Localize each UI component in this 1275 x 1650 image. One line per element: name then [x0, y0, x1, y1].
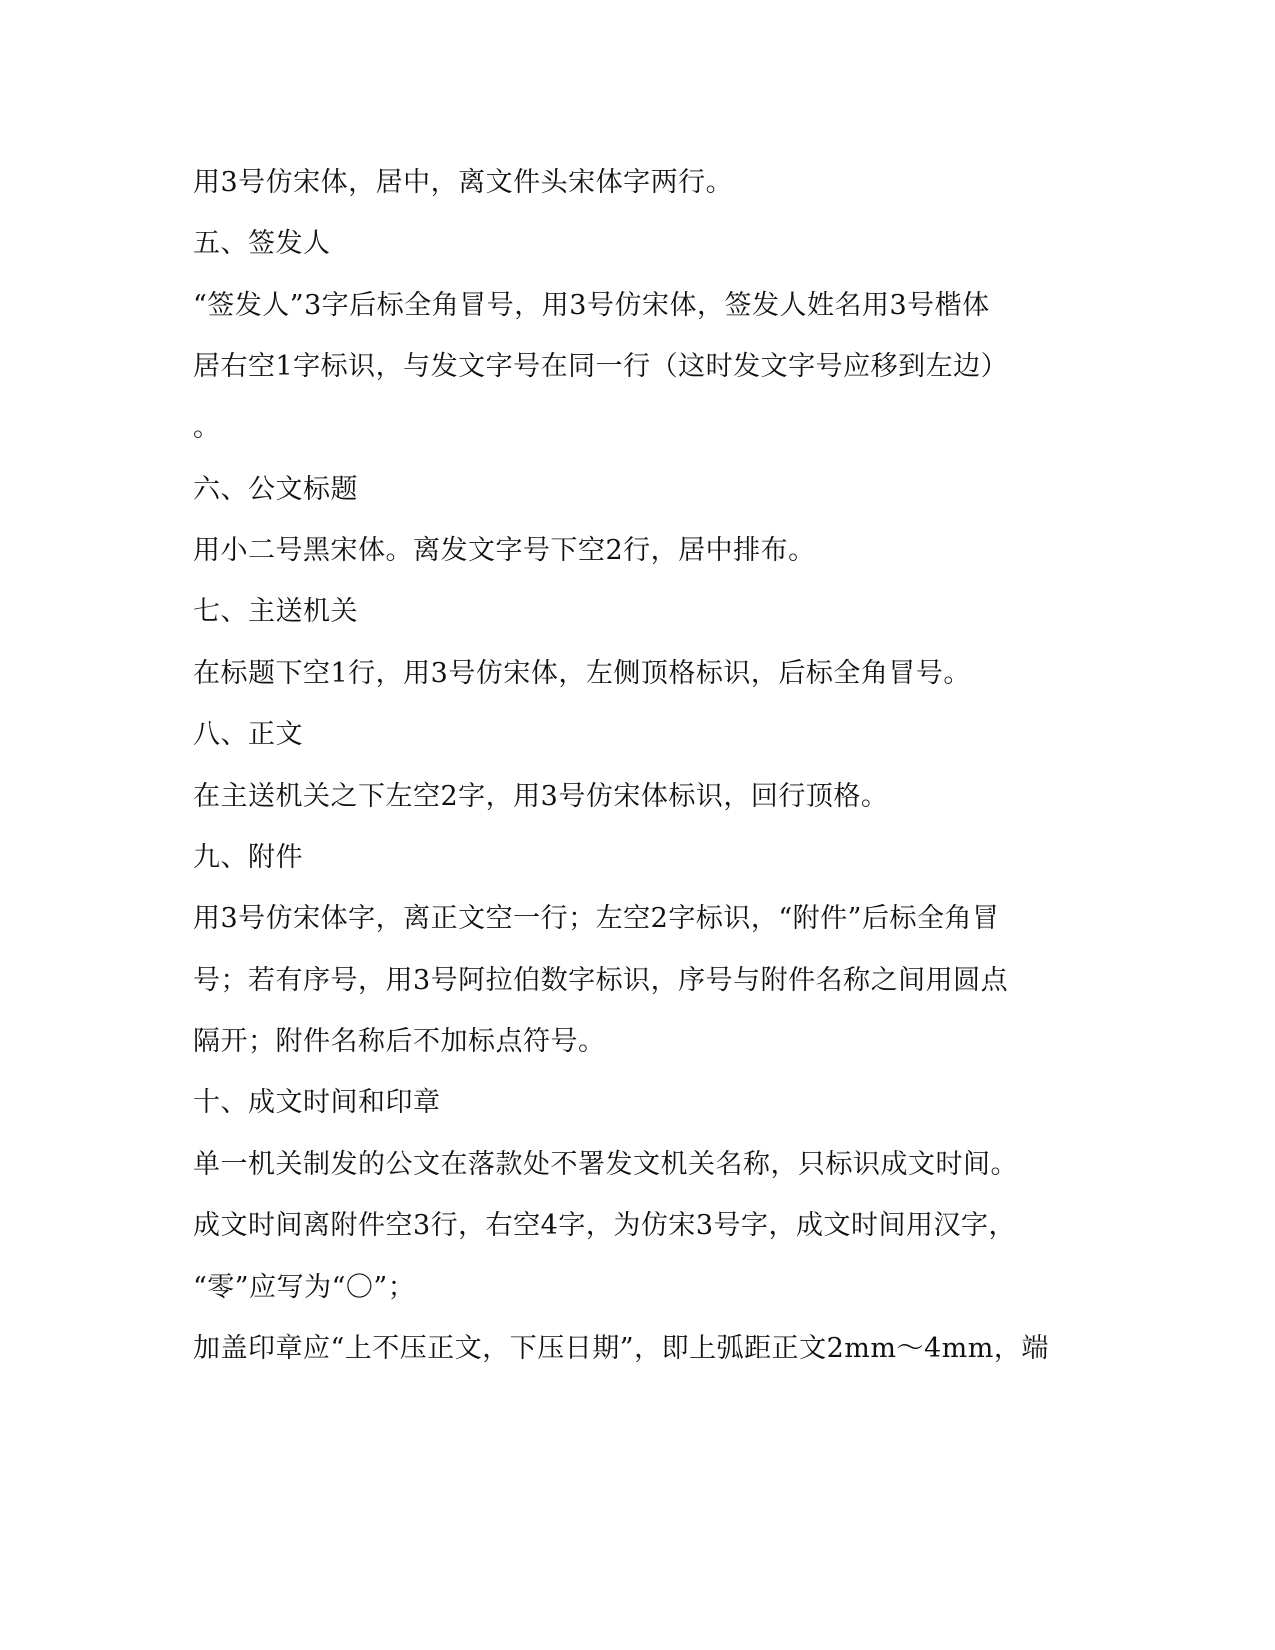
body-text-line: “零”应写为“〇”； — [193, 1272, 416, 1303]
section-heading-title: 六、公文标题 — [193, 474, 358, 505]
body-text-line: 成文时间离附件空3行，右空4字，为仿宋3号字，成文时间用汉字， — [193, 1210, 1017, 1241]
body-text-line: 用3号仿宋体，居中，离文件头宋体字两行。 — [193, 167, 734, 198]
body-text-line: 在主送机关之下左空2字，用3号仿宋体标识，回行顶格。 — [193, 781, 889, 812]
body-text-line: 号；若有序号，用3号阿拉伯数字标识，序号与附件名称之间用圆点 — [193, 965, 1009, 996]
section-heading-attachment: 九、附件 — [193, 842, 303, 873]
section-heading-date-seal: 十、成文时间和印章 — [193, 1087, 441, 1118]
section-heading-recipient: 七、主送机关 — [193, 596, 358, 627]
section-heading-body: 八、正文 — [193, 719, 303, 750]
body-text-line: 。 — [193, 412, 221, 443]
body-text-line: 用3号仿宋体字，离正文空一行；左空2字标识，“附件”后标全角冒 — [193, 903, 1000, 934]
body-text-line: 用小二号黑宋体。离发文字号下空2行，居中排布。 — [193, 535, 816, 566]
body-text-line: 隔开；附件名称后不加标点符号。 — [193, 1026, 606, 1057]
body-text-line: 居右空1字标识，与发文字号在同一行（这时发文字号应移到左边） — [193, 351, 1009, 382]
body-text-line: 在标题下空1行，用3号仿宋体，左侧顶格标识，后标全角冒号。 — [193, 658, 971, 689]
body-text-line: “签发人”3字后标全角冒号，用3号仿宋体，签发人姓名用3号楷体 — [193, 290, 990, 321]
body-text-line: 单一机关制发的公文在落款处不署发文机关名称，只标识成文时间。 — [193, 1149, 1018, 1180]
body-text-line: 加盖印章应“上不压正文，下压日期”，即上弧距正文2mm～4mm，端 — [193, 1333, 1049, 1364]
section-heading-signer: 五、签发人 — [193, 228, 331, 259]
